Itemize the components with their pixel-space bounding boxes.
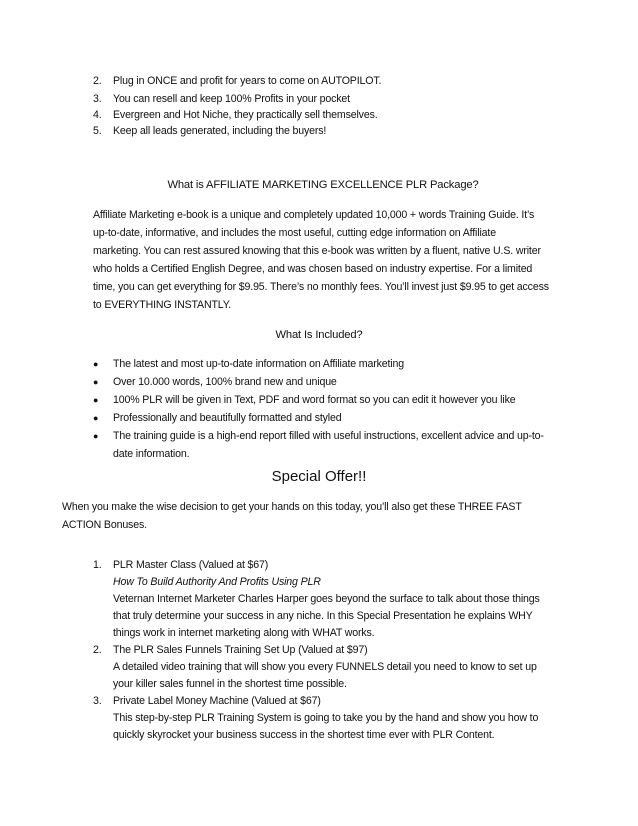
bonus-description-line: your killer sales funnel in the shortest time possible.: [113, 678, 347, 690]
bonus-description-line: Veternan Internet Marketer Charles Harper goes beyond the surface to talk about those things: [113, 593, 540, 605]
bullet-text: Professionally and beautifully formatted and styled: [113, 412, 342, 424]
list-text: Plug in ONCE and profit for years to come on AUTOPILOT.: [113, 75, 382, 87]
list-number: 2.: [93, 75, 102, 87]
bonus-title: PLR Master Class (Valued at $67): [113, 559, 269, 571]
bonus-description-line: A detailed video training that will show you every FUNNELS detail you need to know to set up: [113, 661, 537, 673]
bonus-description-line: that truly determine your success in any niche. In this Special Presentation he explains WHY: [113, 610, 533, 622]
list-text: You can resell and keep 100% Profits in your pocket: [113, 93, 350, 105]
list-text: Evergreen and Hot Niche, they practically sell themselves.: [113, 109, 378, 121]
bullet-icon: ●: [93, 413, 99, 423]
bullet-icon: ●: [93, 377, 99, 387]
bullet-text-continued: date information.: [113, 448, 190, 460]
paragraph-line: ACTION Bonuses.: [62, 519, 147, 531]
paragraph-line: Affiliate Marketing e-book is a unique and completely updated 10,000 + words Training Guide. It’s: [93, 209, 535, 221]
list-number: 2.: [93, 644, 102, 656]
what-is-heading: What is AFFILIATE MARKETING EXCELLENCE PLR Package?: [167, 179, 479, 191]
bonus-title: The PLR Sales Funnels Training Set Up (Valued at $97): [113, 644, 368, 656]
paragraph-line: to EVERYTHING INSTANTLY.: [93, 299, 232, 311]
list-number: 4.: [93, 109, 102, 121]
bonus-subtitle: How To Build Authority And Profits Using PLR: [113, 576, 321, 588]
bonus-description-line: things work in internet marketing along with WHAT works.: [113, 627, 375, 639]
special-offer-heading: Special Offer!!: [271, 468, 367, 485]
bullet-text: The training guide is a high-end report filled with useful instructions, excellent advice and up-to-: [113, 430, 544, 442]
paragraph-line: up-to-date, informative, and includes the most useful, cutting edge information on Affiliate: [93, 227, 496, 239]
bullet-text: The latest and most up-to-date information on Affiliate marketing: [113, 358, 404, 370]
paragraph-line: who holds a Certified English Degree, and was chosen based on industry expertise. For a limited: [93, 263, 533, 275]
bonus-description-line: This step-by-step PLR Training System is going to take you by the hand and show you how to: [113, 712, 539, 724]
list-number: 5.: [93, 125, 102, 137]
list-text: Keep all leads generated, including the buyers!: [113, 125, 327, 137]
list-number: 3.: [93, 695, 102, 707]
bullet-icon: ●: [93, 431, 99, 441]
list-number: 3.: [93, 93, 102, 105]
paragraph-line: time, you can get everything for $9.95. There’s no monthly fees. You’ll invest just $9.95 to get access: [93, 281, 549, 293]
paragraph-line: When you make the wise decision to get your hands on this today, you’ll also get these THREE FAST: [62, 501, 522, 513]
bullet-text: Over 10.000 words, 100% brand new and unique: [113, 376, 337, 388]
included-heading: What Is Included?: [275, 329, 363, 341]
bonus-description-line: quickly skyrocket your business success in the shortest time ever with PLR Content.: [113, 729, 495, 741]
bonus-title: Private Label Money Machine (Valued at $67): [113, 695, 321, 707]
bullet-icon: ●: [93, 359, 99, 369]
paragraph-line: marketing. You can rest assured knowing that this e-book was written by a fluent, native U.S. writer: [93, 245, 541, 257]
bullet-text: 100% PLR will be given in Text, PDF and word format so you can edit it however you like: [113, 394, 516, 406]
list-number: 1.: [93, 559, 102, 571]
bullet-icon: ●: [93, 395, 99, 405]
